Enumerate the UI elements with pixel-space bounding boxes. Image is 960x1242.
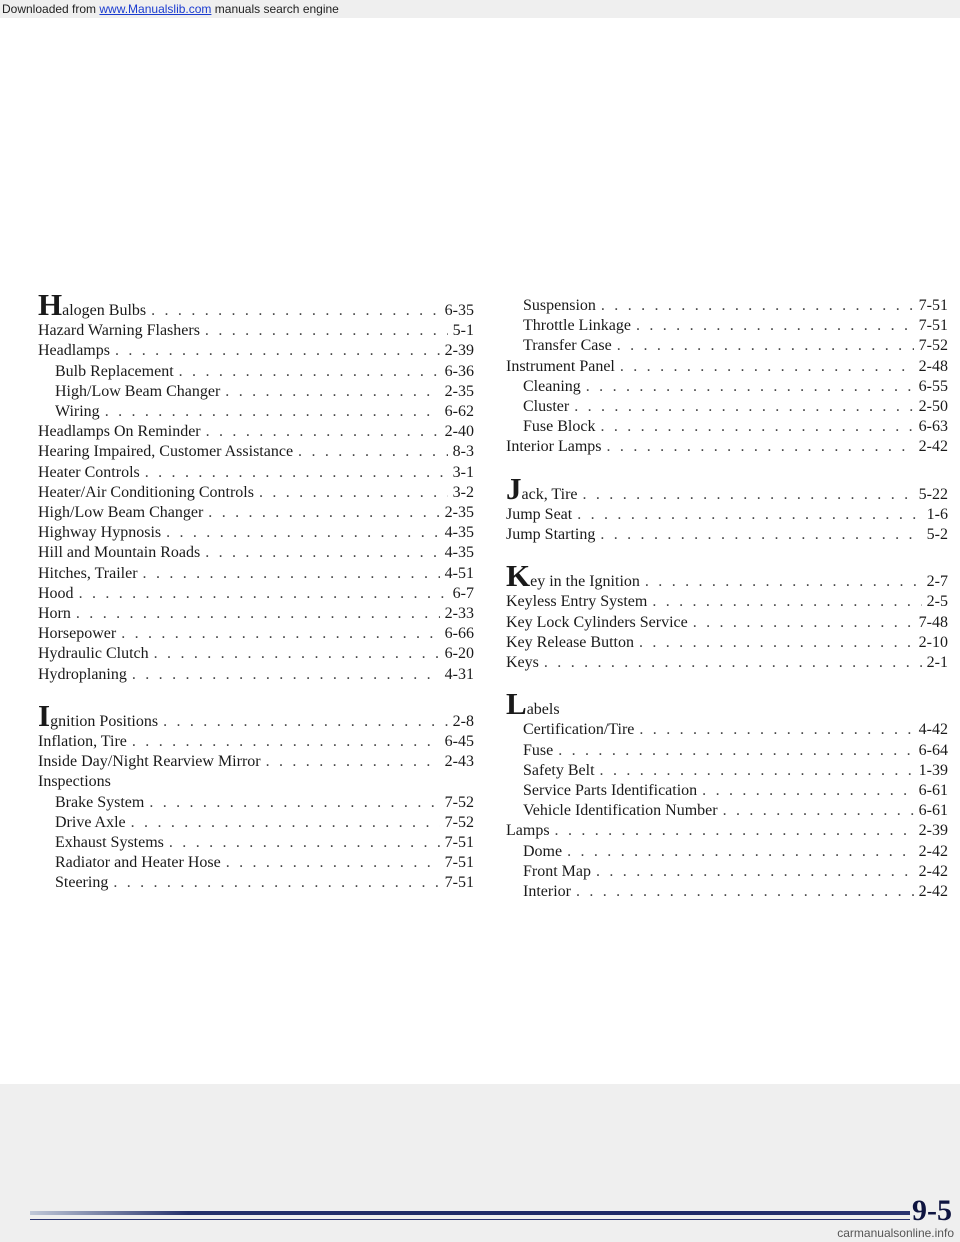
entry-text: Horsepower <box>38 625 117 643</box>
entry-title <box>38 523 161 543</box>
index-entry <box>38 503 474 523</box>
entry-page: 2-42 <box>918 883 948 901</box>
entry-text: Hydroplaning <box>38 665 127 683</box>
entry-text: Service Parts Identification <box>523 782 698 800</box>
dot-leader <box>259 483 448 503</box>
index-column-left <box>38 287 474 894</box>
index-subentry <box>38 402 474 422</box>
dot-leader <box>600 761 914 781</box>
dot-leader <box>600 525 921 545</box>
entry-title <box>523 316 631 336</box>
entry-page: 4-31 <box>444 665 474 683</box>
footer-bar <box>0 1224 960 1242</box>
entry-text: Hill and Mountain Roads <box>38 544 201 562</box>
index-subentry <box>506 862 948 882</box>
entry-title <box>38 564 138 584</box>
dot-leader <box>596 862 914 882</box>
index-entry <box>38 604 474 624</box>
entry-page: 6-35 <box>444 302 474 319</box>
entry-title <box>523 781 697 801</box>
entry-page: 2-39 <box>444 342 474 360</box>
index-entry <box>38 422 474 442</box>
dot-leader <box>645 572 922 592</box>
entry-page: 7-52 <box>444 793 474 811</box>
entry-text: Fuse <box>523 741 554 759</box>
entry-title <box>523 417 595 437</box>
manualslib-link[interactable]: www.Manualslib.com <box>99 2 212 16</box>
entry-page: 6-63 <box>918 418 948 436</box>
index-subentry <box>38 793 474 813</box>
section-initial: I <box>38 697 51 733</box>
entry-title <box>506 437 602 457</box>
entry-title <box>523 801 718 821</box>
index-entry <box>38 564 474 584</box>
index-entry <box>506 633 948 653</box>
dot-leader <box>639 720 913 740</box>
entry-text: High/Low Beam Changer <box>55 382 221 400</box>
dot-leader <box>583 485 914 505</box>
footer-watermark: carmanualsonline.info <box>837 1226 954 1240</box>
entry-title <box>55 873 108 893</box>
dot-leader <box>179 362 440 382</box>
dot-leader <box>567 842 914 862</box>
entry-text: Interior <box>523 883 571 901</box>
section-initial: J <box>506 470 522 506</box>
dot-leader <box>693 613 914 633</box>
entry-title <box>523 741 553 761</box>
dot-leader <box>166 523 440 543</box>
index-entry <box>506 357 948 377</box>
index-subentry <box>506 417 948 437</box>
entry-page: 2-7 <box>926 573 948 591</box>
index-entry <box>38 772 474 792</box>
entry-title <box>38 624 116 644</box>
entry-text: Inflation, Tire <box>38 733 127 751</box>
index-subentry <box>506 801 948 821</box>
entry-page: 7-52 <box>918 337 948 355</box>
entry-text: Steering <box>55 874 109 892</box>
entry-title <box>523 397 569 417</box>
entry-title <box>55 382 220 402</box>
entry-title <box>506 558 640 594</box>
entry-text: Drive Axle <box>55 813 126 831</box>
index-subentry <box>506 316 948 336</box>
entry-page: 2-35 <box>444 504 474 522</box>
index-entry <box>38 463 474 483</box>
entry-text: Hitches, Trailer <box>38 564 138 582</box>
entry-text: High/Low Beam Changer <box>38 504 204 522</box>
entry-title <box>506 613 688 633</box>
entry-page: 2-35 <box>444 382 474 400</box>
entry-page: 1-39 <box>918 761 948 779</box>
entry-page: 7-51 <box>918 317 948 335</box>
index-subentry <box>506 741 948 761</box>
index-entry <box>38 665 474 685</box>
dot-leader <box>558 741 913 761</box>
entry-text: Safety Belt <box>523 761 595 779</box>
entry-page: 5-2 <box>926 526 948 544</box>
entry-title <box>38 752 261 772</box>
entry-text: Front Map <box>523 862 591 880</box>
entry-text: Hood <box>38 584 74 602</box>
dot-leader <box>208 503 439 523</box>
index-entry <box>506 653 948 673</box>
index-entry <box>38 752 474 772</box>
dot-leader <box>702 781 914 801</box>
entry-title <box>55 813 126 833</box>
index-entry <box>38 523 474 543</box>
entry-text: Heater/Air Conditioning Controls <box>38 483 254 501</box>
entry-text: Heater Controls <box>38 463 140 481</box>
entry-page: 4-42 <box>918 721 948 739</box>
entry-text: Transfer Case <box>523 337 612 355</box>
entry-page: 2-40 <box>444 423 474 441</box>
entry-title <box>523 720 634 740</box>
entry-text: Fuse Block <box>523 418 596 436</box>
dot-leader <box>723 801 914 821</box>
entry-text: Exhaust Systems <box>55 834 164 852</box>
entry-title <box>38 483 254 503</box>
entry-title <box>523 862 591 882</box>
index-subentry <box>38 853 474 873</box>
entry-page: 2-10 <box>918 633 948 651</box>
dot-leader <box>586 377 914 397</box>
entry-title <box>38 732 127 752</box>
entry-page: 2-33 <box>444 605 474 623</box>
entry-page: 2-42 <box>918 438 948 456</box>
index-entry <box>38 644 474 664</box>
entry-title <box>55 362 174 382</box>
index-subentry <box>38 833 474 853</box>
entry-title <box>38 442 293 462</box>
index-subentry <box>506 397 948 417</box>
entry-page: 2-1 <box>926 654 948 672</box>
index-entry <box>506 470 948 506</box>
index-subentry <box>38 382 474 402</box>
entry-page: 5-1 <box>452 322 474 340</box>
entry-text: Brake System <box>55 793 145 811</box>
entry-page: 2-8 <box>452 712 474 730</box>
entry-page: 6-36 <box>444 362 474 380</box>
dot-leader <box>226 853 440 873</box>
index-subentry <box>506 781 948 801</box>
download-banner <box>0 0 960 18</box>
section-gap <box>38 685 474 707</box>
entry-page: 6-61 <box>918 802 948 820</box>
entry-title <box>38 503 203 523</box>
entry-text: Keyless Entry System <box>506 593 648 611</box>
index-entry <box>506 437 948 457</box>
entry-page: 7-48 <box>918 613 948 631</box>
index-entry <box>38 442 474 462</box>
index-entry <box>38 543 474 563</box>
section-gap <box>506 673 948 695</box>
entry-page: 6-20 <box>444 645 474 663</box>
entry-text: Jump Starting <box>506 526 596 544</box>
entry-title <box>506 653 539 673</box>
dot-leader <box>577 505 921 525</box>
index-subentry <box>506 720 948 740</box>
entry-text: Highway Hypnosis <box>38 524 162 542</box>
index-entry <box>506 592 948 612</box>
entry-title <box>523 761 595 781</box>
index-entry <box>38 732 474 752</box>
entry-text: gnition Positions <box>50 712 159 730</box>
entry-page: 1-6 <box>926 505 948 523</box>
entry-page: 6-55 <box>918 377 948 395</box>
entry-title <box>38 665 127 685</box>
dot-leader <box>79 584 448 604</box>
dot-leader <box>636 316 914 336</box>
index-entry <box>506 525 948 545</box>
index-subentry <box>506 882 948 902</box>
entry-page: 2-39 <box>918 822 948 840</box>
dot-leader <box>574 397 913 417</box>
index-entry <box>38 321 474 341</box>
entry-text: Lamps <box>506 822 550 840</box>
dot-leader <box>169 833 440 853</box>
entry-text: ack, Tire <box>521 485 578 503</box>
entry-text: Cleaning <box>523 377 581 395</box>
entry-title <box>523 377 581 397</box>
entry-text: Hearing Impaired, Customer Assistance <box>38 443 294 461</box>
entry-page: 7-51 <box>444 854 474 872</box>
entry-page: 6-66 <box>444 625 474 643</box>
index-subentry <box>506 296 948 316</box>
section-gap <box>506 458 948 480</box>
index-entry <box>506 558 948 594</box>
entry-page: 6-45 <box>444 733 474 751</box>
entry-text: Headlamps On Reminder <box>38 423 201 441</box>
entry-title <box>38 341 110 361</box>
entry-title <box>506 505 572 525</box>
dot-leader <box>266 752 440 772</box>
entry-text: Dome <box>523 842 563 860</box>
entry-text: Keys <box>506 654 539 672</box>
entry-page: 3-2 <box>452 483 474 501</box>
entry-title <box>506 821 550 841</box>
entry-title <box>523 882 571 902</box>
index-entry <box>38 584 474 604</box>
entry-title <box>506 357 615 377</box>
index-subentry <box>506 377 948 397</box>
dot-leader <box>205 543 439 563</box>
index-column-right <box>506 296 948 902</box>
entry-title <box>38 287 147 322</box>
entry-page: 2-42 <box>918 862 948 880</box>
entry-title <box>506 633 634 653</box>
entry-title <box>38 772 111 792</box>
entry-title <box>506 525 595 545</box>
entry-page: 4-51 <box>444 564 474 582</box>
index-page <box>0 18 960 1084</box>
entry-text: alogen Bulbs <box>62 302 147 319</box>
dot-leader <box>154 644 440 664</box>
entry-text: abels <box>526 701 560 719</box>
entry-text: Certification/Tire <box>523 721 635 739</box>
index-entry <box>38 483 474 503</box>
entry-page: 6-62 <box>444 403 474 421</box>
dot-leader <box>121 624 439 644</box>
entry-page: 7-51 <box>918 297 948 314</box>
dot-leader <box>600 417 913 437</box>
entry-title <box>523 296 596 316</box>
footer-rule <box>30 1211 910 1215</box>
entry-page: 2-43 <box>444 753 474 771</box>
entry-text: Radiator and Heater Hose <box>55 854 221 872</box>
entry-text: Horn <box>38 605 71 623</box>
entry-title <box>506 470 578 506</box>
entry-text: Bulb Replacement <box>55 362 174 380</box>
dot-leader <box>298 442 448 462</box>
index-subentry <box>38 873 474 893</box>
index-entry <box>506 821 948 841</box>
banner-suffix: manuals search engine <box>211 2 339 16</box>
entry-text: ey in the Ignition <box>530 573 640 591</box>
dot-leader <box>143 564 440 584</box>
entry-page: 6-64 <box>918 741 948 759</box>
entry-text: Headlamps <box>38 342 110 360</box>
dot-leader <box>105 402 440 422</box>
section-gap <box>506 545 948 567</box>
dot-leader <box>163 712 448 732</box>
entry-text: Hydraulic Clutch <box>38 645 149 663</box>
entry-title <box>38 697 159 733</box>
entry-title <box>38 644 149 664</box>
entry-title <box>55 833 164 853</box>
entry-page: 6-61 <box>918 782 948 800</box>
entry-page: 3-1 <box>452 463 474 481</box>
dot-leader <box>225 382 439 402</box>
entry-text: Key Lock Cylinders Service <box>506 613 688 631</box>
entry-title <box>38 321 200 341</box>
entry-title <box>506 592 647 612</box>
page-number: 9-5 <box>912 1194 952 1227</box>
entry-page: 4-35 <box>444 544 474 562</box>
dot-leader <box>639 633 914 653</box>
dot-leader <box>132 732 440 752</box>
dot-leader <box>145 463 448 483</box>
dot-leader <box>652 592 921 612</box>
entry-text: Inside Day/Night Rearview Mirror <box>38 753 261 771</box>
entry-text: Suspension <box>523 297 596 314</box>
index-subentry <box>506 842 948 862</box>
dot-leader <box>113 873 439 893</box>
entry-page: 8-3 <box>452 443 474 461</box>
dot-leader <box>607 437 914 457</box>
dot-leader <box>132 665 440 685</box>
index-subentry <box>38 813 474 833</box>
section-initial: H <box>38 287 63 322</box>
entry-text: Cluster <box>523 398 570 416</box>
entry-page: 2-50 <box>918 398 948 416</box>
index-entry <box>506 686 948 722</box>
entry-title <box>38 604 71 624</box>
entry-title <box>38 422 201 442</box>
entry-title <box>38 584 74 604</box>
dot-leader <box>131 813 440 833</box>
index-entry <box>506 505 948 525</box>
banner-prefix: Downloaded from <box>2 2 100 16</box>
entry-title <box>38 543 200 563</box>
entry-title <box>523 336 612 356</box>
index-subentry <box>38 362 474 382</box>
index-subentry <box>506 761 948 781</box>
entry-text: Key Release Button <box>506 633 634 651</box>
index-entry <box>38 624 474 644</box>
entry-text: Vehicle Identification Number <box>523 802 718 820</box>
section-initial: K <box>506 558 531 594</box>
entry-title <box>55 853 221 873</box>
entry-text: Jump Seat <box>506 505 573 523</box>
dot-leader <box>601 296 914 316</box>
dot-leader <box>620 357 914 377</box>
entry-text: Throttle Linkage <box>523 317 631 335</box>
dot-leader <box>149 793 439 813</box>
section-initial: L <box>506 686 527 722</box>
entry-title <box>55 402 100 422</box>
entry-title <box>38 463 140 483</box>
dot-leader <box>151 301 440 321</box>
dot-leader <box>76 604 440 624</box>
dot-leader <box>205 321 448 341</box>
entry-title <box>506 686 560 722</box>
entry-page: 5-22 <box>918 485 948 503</box>
dot-leader <box>206 422 440 442</box>
dot-leader <box>617 336 914 356</box>
entry-text: Instrument Panel <box>506 357 615 375</box>
entry-page: 2-5 <box>926 593 948 611</box>
entry-text: Wiring <box>55 403 100 421</box>
index-entry <box>38 287 474 322</box>
dot-leader <box>555 821 914 841</box>
entry-page: 2-48 <box>918 357 948 375</box>
entry-text: Interior Lamps <box>506 438 602 456</box>
footer-rule-thin <box>30 1219 910 1220</box>
entry-page: 7-52 <box>444 813 474 831</box>
dot-leader <box>576 882 914 902</box>
index-entry <box>38 697 474 733</box>
entry-page: 6-7 <box>452 584 474 602</box>
dot-leader <box>544 653 922 673</box>
entry-page: 4-35 <box>444 524 474 542</box>
entry-page: 7-51 <box>444 834 474 852</box>
dot-leader <box>115 341 440 361</box>
entry-title <box>523 842 562 862</box>
entry-page: 7-51 <box>444 874 474 892</box>
entry-text: Hazard Warning Flashers <box>38 322 200 340</box>
entry-title <box>55 793 144 813</box>
index-subentry <box>506 336 948 356</box>
entry-page: 2-42 <box>918 842 948 860</box>
entry-text: Inspections <box>38 773 111 791</box>
index-entry <box>506 613 948 633</box>
index-entry <box>38 341 474 361</box>
